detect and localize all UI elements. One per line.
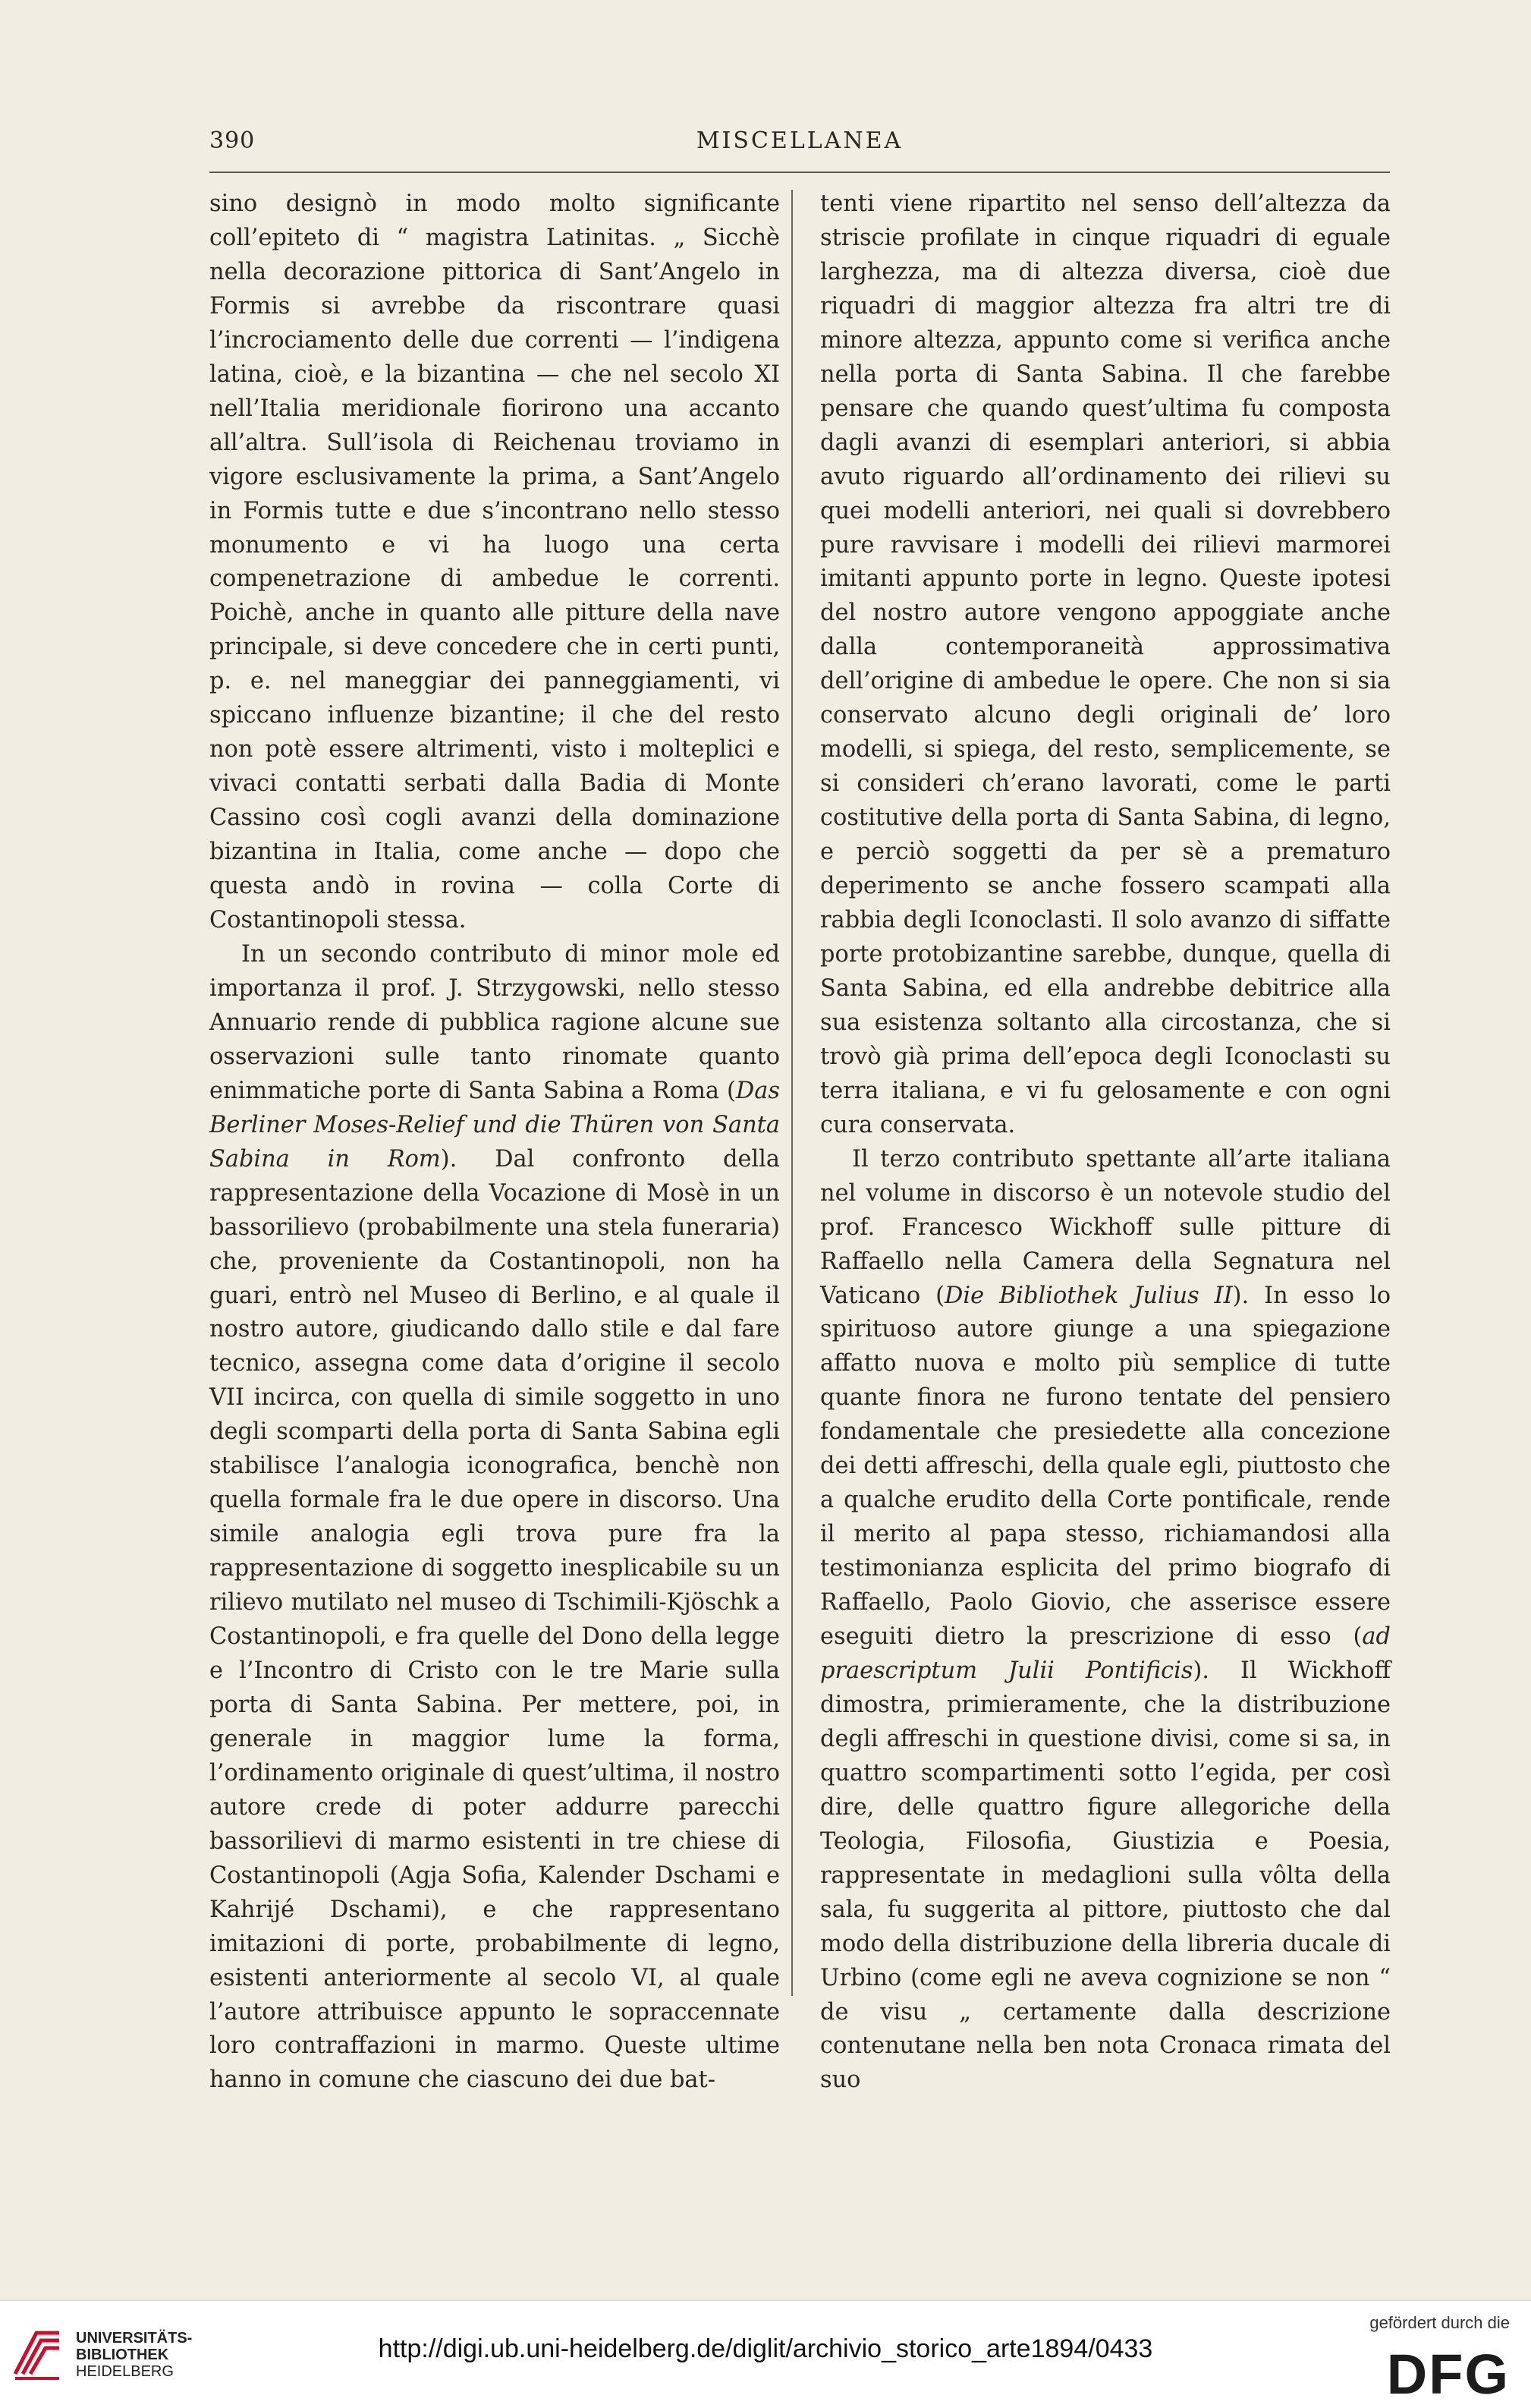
paragraph-text: Il terzo contributo spettante all’arte italiana nel volume in discorso è un notevole studio del prof. Francesco Wickhoff sulle pitture di Raffaello nella Camera della Segnatura nel Vaticano (: [820, 1145, 1391, 1309]
paragraph-text: ). In esso lo spirituoso autore giunge a una spiegazione affatto nuova e molto più semplice di tutte quante finora ne furono tentate del pensiero fondamentale che presiedette alla concezione dei detti affreschi, della quale egli, piuttosto che a qualche erudito della Corte pontificale, rende il merito al papa stesso, richiamandosi alla testimonianza esplicita del primo biografo di Raffaello, Paolo Giovio, che asserisce essere eseguiti dietro la prescrizione di esso (: [820, 1282, 1391, 1651]
dfg-logo[interactable]: DFG: [1386, 2343, 1510, 2406]
paragraph-text: ). Dal confronto della rappresentazione della Vocazione di Mosè in un bassorilievo (probabilmente una stela funeraria) che, proveniente da Costantinopoli, non ha guari, entrò nel Museo di Berlino, e al quale il nostro autore, giudicando dallo stile e dal fare tecnico, assegna come data d’origine il secolo VII incirca, con quella di simile soggetto in uno degli scomparti della porta di Santa Sabina egli stabilisce l’analogia iconografica, benchè non quella formale fra le due opere in discorso. Una simile analogia egli trova pure fra la rappresentazione di soggetto inesplicabile su un rilievo mutilato nel museo di Tschimili-Kjöschk a Costantinopoli, e fra quelle del Dono della legge e l’Incontro di Cristo con le tre Marie sulla porta di Santa Sabina. Per mettere, poi, in generale in maggior lume la forma, l’ordinamento originale di quest’ultima, il nostro autore crede di poter addurre parecchi bassorilievi di marmo esistenti in tre chiese di Costantinopoli (Agja Sofia, Kalender Dschami e Kahrijé Dschami), e che rappresentano imitazioni di porte, probabilmente di legno, esistenti anteriormente al secolo VI, al quale l’autore attribuisce appunto le sopraccennate loro contraffazioni in marmo. Queste ultime hanno in comune che ciascuno dei due bat-: [209, 1145, 780, 2094]
paragraph: tenti viene ripartito nel senso dell’altezza da striscie profilate in cinque riquadri di eguale larghezza, ma di altezza diversa, cioè due riquadri di maggior altezza fra altri tre di minore altezza, appunto come si verifica anche nella porta di Santa Sabina. Il che farebbe pensare che quando quest’ultima fu composta dagli avanzi di esemplari anteriori, si abbia avuto riguardo all’ordinamento dei rilievi su quei modelli anteriori, nei quali si dovrebbero pure ravvisare i modelli dei rilievi marmorei imitanti appunto porte in legno. Queste ipotesi del nostro autore vengono appoggiate anche dalla contemporaneità approssimativa dell’origine di ambedue le opere. Che non si sia conservato alcuno degli originali de’ loro modelli, si spiega, del resto, semplicemente, se si consideri ch’erano lavorati, come le parti costitutive della porta di Santa Sabina, di legno, e perciò soggetti da per sè a prematuro deperimento se anche fossero scampati alla rabbia degli Iconoclasti. Il solo avanzo di siffatte porte protobizantine sarebbe, dunque, quella di Santa Sabina, ed ella andrebbe debitrice alla sua esistenza soltanto alla circostanza, che si trovò già prima dell’epoca degli Iconoclasti su terra italiana, e vi fu gelosamente e con ogni cura conservata.: [820, 190, 1391, 1138]
italic-title: Das Berliner Moses-Relief und die Thüren von Santa Sabina in Rom: [209, 1077, 780, 1173]
column-divider: [791, 190, 793, 1996]
logo-line: UNIVERSITÄTS-: [76, 2330, 193, 2347]
logo-line: BIBLIOTHEK: [76, 2347, 169, 2363]
italic-title: ad praescriptum Julii Pontificis: [820, 1623, 1391, 1684]
paragraph: sino designò in modo molto significante coll’epiteto di “ magistra Latinitas. „ Sicchè nella decorazione pittorica di Sant’Angelo in Formis si avrebbe da riscontrare quasi l’incrociamento delle due correnti — l’indigena latina, cioè, e la bizantina — che nel secolo XI nell’Italia meridionale fiorirono una accanto all’altra. Sull’isola di Reichenau troviamo in vigore esclusivamente la prima, a Sant’Angelo in Formis tutte e due s’incontrano nello stesso monumento e vi ha luogo una certa compenetrazione di ambedue le correnti. Poichè, anche in quanto alle pitture della nave principale, si deve concedere che in certi punti, p. e. nel maneggiar dei panneggiamenti, vi spiccano influenze bizantine; il che del resto non potè essere altrimenti, visto i molteplici e vivaci contatti serbati dalla Badia di Monte Cassino così cogli avanzi della dominazione bizantina in Italia, come anche — dopo che questa andò in rovina — colla Corte di Costantinopoli stessa.: [209, 190, 780, 934]
paragraph-text: In un secondo contributo di minor mole ed importanza il prof. J. Strzygowski, nello stesso Annuario rende di pubblica ragione alcune sue osservazioni sulle tanto rinomate quanto enimmatiche porte di Santa Sabina a Roma (: [209, 940, 780, 1104]
header-rule: [209, 172, 1390, 173]
sponsor-text: gefördert durch die: [1369, 2313, 1510, 2332]
right-column: [820, 187, 1391, 2098]
running-title: MISCELLANEA: [696, 127, 904, 154]
left-column: [209, 187, 780, 2098]
footer-bar: [0, 2299, 1531, 2408]
paragraph: [820, 1143, 1391, 2098]
sponsor-block: [1335, 2309, 1510, 2406]
paragraph-text: ). Il Wickhoff dimostra, primieramente, che la distribuzione degli affreschi in questione divisi, come si sa, in quattro scompartimenti sotto l’egida, per così dire, delle quattro figure allegoriche della Teologia, Filosofia, Giustizia e Poesia, rappresentate in medaglioni sulla vôlta della sala, fu suggerita al pittore, piuttosto che dal modo della distribuzione della libreria ducale di Urbino (come egli ne aveva cognizione se non “ de visu „ certamente dalla descrizione contenutane nella ben nota Cronaca rimata del suo: [820, 1657, 1391, 2094]
italic-title: Die Bibliothek Julius II: [945, 1282, 1233, 1309]
logo-line: HEIDELBERG: [76, 2363, 174, 2380]
page-number: 390: [209, 127, 256, 154]
page-header: [209, 127, 1390, 173]
paragraph: [209, 938, 780, 2098]
permalink-url[interactable]: http://digi.ub.uni-heidelberg.de/diglit/archivio_storico_arte1894/0433: [378, 2334, 1153, 2363]
